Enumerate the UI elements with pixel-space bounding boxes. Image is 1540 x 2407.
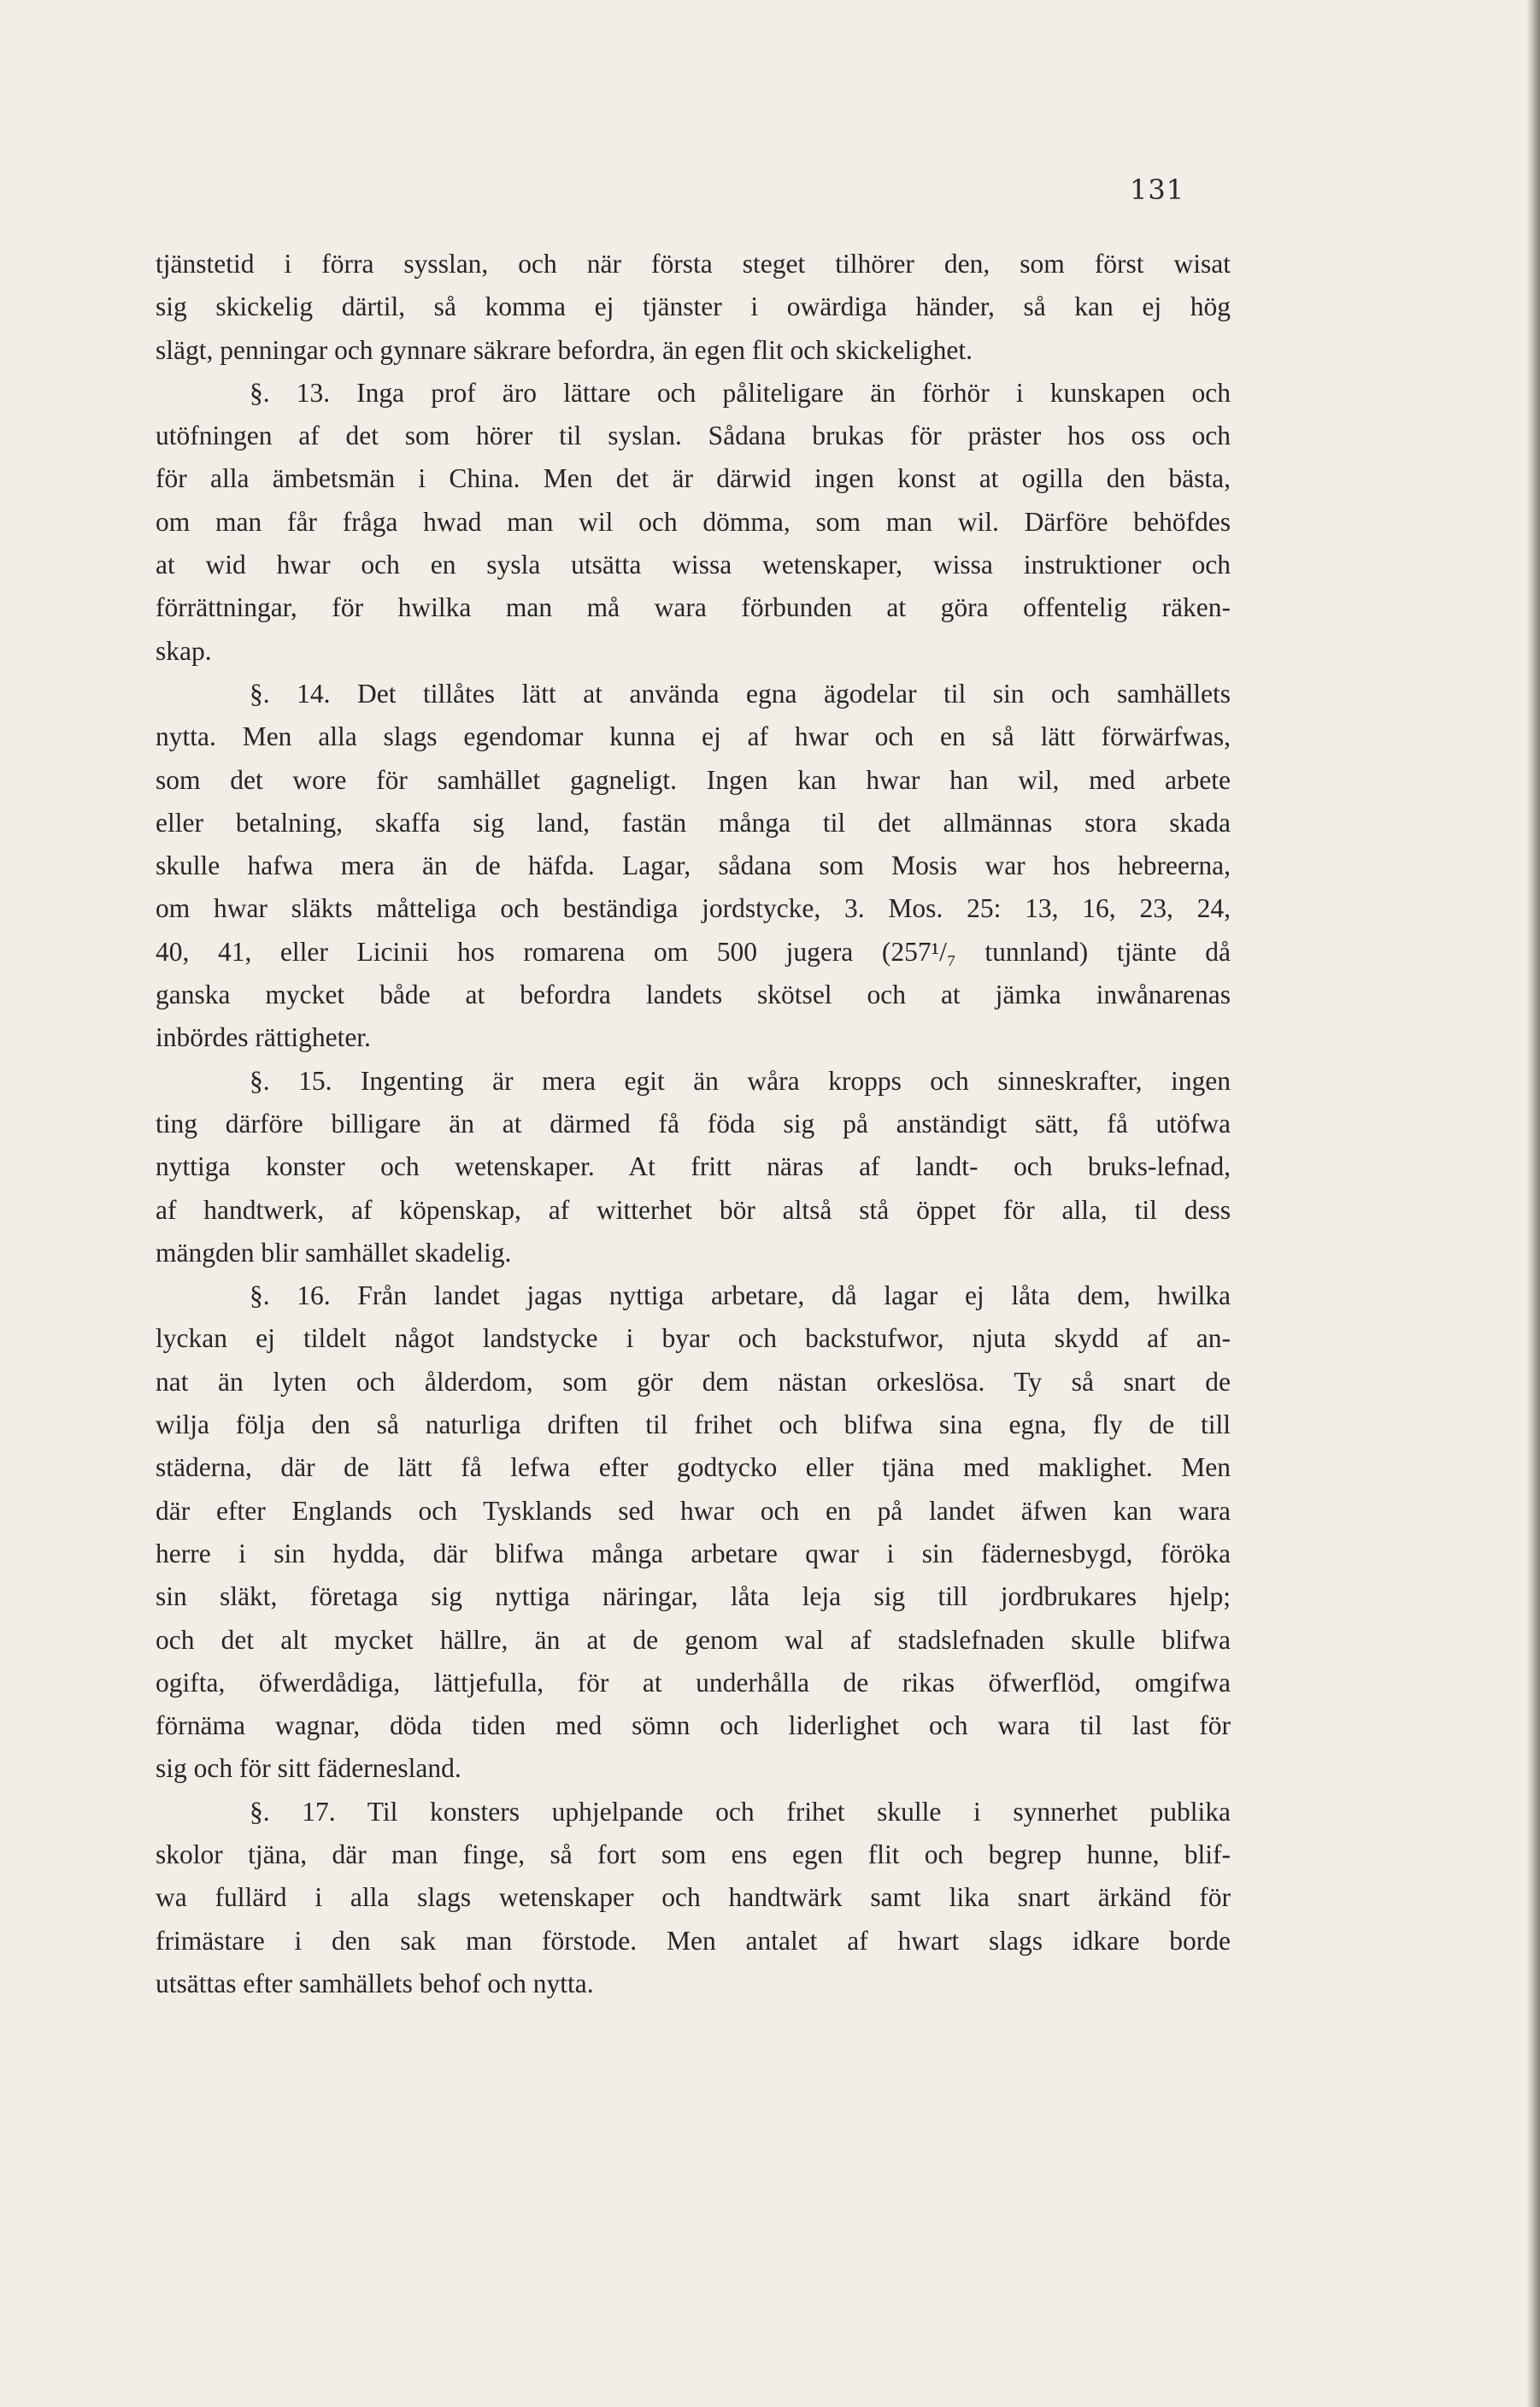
text-line: nat än lyten och ålderdom, som gör dem nästan orkeslösa. Ty så snart de <box>156 1366 1231 1397</box>
text-line: §. 16. Från landet jagas nyttiga arbetare, då lagar ej låta dem, hwilka <box>250 1280 1231 1311</box>
text-line: utsättas efter samhällets behof och nytta. <box>156 1968 594 1998</box>
text-line: eller betalning, skaffa sig land, fastän många til det allmännas stora skada <box>156 807 1231 838</box>
body-text <box>156 243 1231 2005</box>
text-line: ting därföre billigare än at därmed få föda sig på anständigt sätt, få utöfwa <box>156 1108 1231 1139</box>
text-line: 40, 41, eller Licinii hos romarena om 500 jugera (257¹/₇ tunnland) tjänte då <box>156 936 1231 967</box>
text-line: tjänstetid i förra sysslan, och när första steget tilhörer den, som först wisat <box>156 249 1231 279</box>
text-line: för alla ämbetsmän i China. Men det är därwid ingen konst at ogilla den bästa, <box>156 463 1231 494</box>
text-line: sig och för sitt fäderneslаnd. <box>156 1753 461 1784</box>
text-line: skap. <box>156 635 212 666</box>
page-number: 131 <box>1130 174 1185 206</box>
text-line: och det alt mycket hällre, än at de genom wal af stadslefnaden skulle blifwa <box>156 1624 1231 1655</box>
text-line: som det wore för samhället gagneligt. Ingen kan hwar han wil, med arbete <box>156 764 1231 795</box>
text-line: inbördes rättigheter. <box>156 1022 371 1053</box>
text-line: städerna, där de lätt få lefwa efter godtycko eller tjäna med maklighet. Men <box>156 1452 1231 1483</box>
text-line: om hwar släkts måtteliga och beständiga jordstycke, 3. Mos. 25: 13, 16, 23, 24, <box>156 893 1231 924</box>
text-line: frimästare i den sak man förstode. Men antalet af hwart slags idkare borde <box>156 1925 1231 1956</box>
scan-edge-shadow <box>1526 0 1540 2407</box>
text-line: förnäma wagnar, döda tiden med sömn och liderlighet och wara til last för <box>156 1710 1231 1741</box>
text-line: ogifta, öfwerdådiga, lättjefulla, för at underhålla de rikas öfwerflöd, omgifwa <box>156 1667 1231 1698</box>
text-line: ganska mycket både at befordra landets skötsel och at jämka inwånarenas <box>156 980 1231 1010</box>
text-line: §. 17. Til konsters uphjelpande och frihet skulle i synnerhet publika <box>250 1796 1231 1827</box>
text-line: §. 15. Ingenting är mera egit än wåra kropps och sinneskrafter, ingen <box>250 1065 1231 1096</box>
text-line: nyttiga konster och wetenskaper. At fritt näras af landt- och bruks-lefnad, <box>156 1151 1231 1182</box>
text-line: §. 13. Inga prof äro lättare och påliteligare än förhör i kunskapen och <box>250 377 1231 408</box>
text-line: wilja följa den så naturliga driften til frihet och blifwa sina egna, fly de till <box>156 1409 1231 1440</box>
text-line: af handtwerk, af köpenskap, af witterhet bör altså stå öppet för alla, til dess <box>156 1194 1231 1225</box>
text-line: nytta. Men alla slags egendomar kunna ej af hwar och en så lätt förwärfwas, <box>156 721 1231 752</box>
text-line: mängden blir samhället skadelig. <box>156 1237 512 1268</box>
text-line: sig skickelig därtil, så komma ej tjänster i owärdiga händer, så kan ej hög <box>156 291 1231 322</box>
text-line: utöfningen af det som hörer til syslan. Sådana brukas för präster hos oss och <box>156 421 1231 451</box>
text-line: skolor tjäna, där man finge, så fort som ens egen flit och begrep hunne, blif- <box>156 1839 1231 1869</box>
text-line: herre i sin hydda, där blifwa många arbetare qwar i sin fädernesbygd, föröka <box>156 1538 1231 1568</box>
text-line: §. 14. Det tillåtes lätt at använda egna ägodelar til sin och samhällets <box>250 678 1231 709</box>
text-line: där efter Englands och Tysklands sed hwar och en på landet äfwen kan wara <box>156 1495 1231 1526</box>
text-line: om man får fråga hwad man wil och dömma, som man wil. Därföre behöfdes <box>156 506 1231 537</box>
text-line: lyckan ej tildelt något landstycke i byar och backstufwor, njuta skydd af an- <box>156 1323 1231 1354</box>
text-line: skulle hafwa mera än de häfda. Lagar, sådana som Mosis war hos hebreerna, <box>156 850 1231 881</box>
text-line: wa fullärd i alla slags wetenskaper och handtwärk samt lika snart ärkänd för <box>156 1882 1231 1913</box>
text-line: förrättningar, för hwilka man må wara förbunden at göra offentelig räken- <box>156 592 1231 623</box>
text-line: at wid hwar och en sysla utsätta wissa wetenskaper, wissa instruktioner och <box>156 550 1231 580</box>
text-line: slägt, penningar och gynnare säkrare befordra, än egen flit och skickelighet. <box>156 334 973 365</box>
text-line: sin släkt, företaga sig nyttiga näringar, låta leja sig till jordbrukares hjelp; <box>156 1581 1231 1612</box>
